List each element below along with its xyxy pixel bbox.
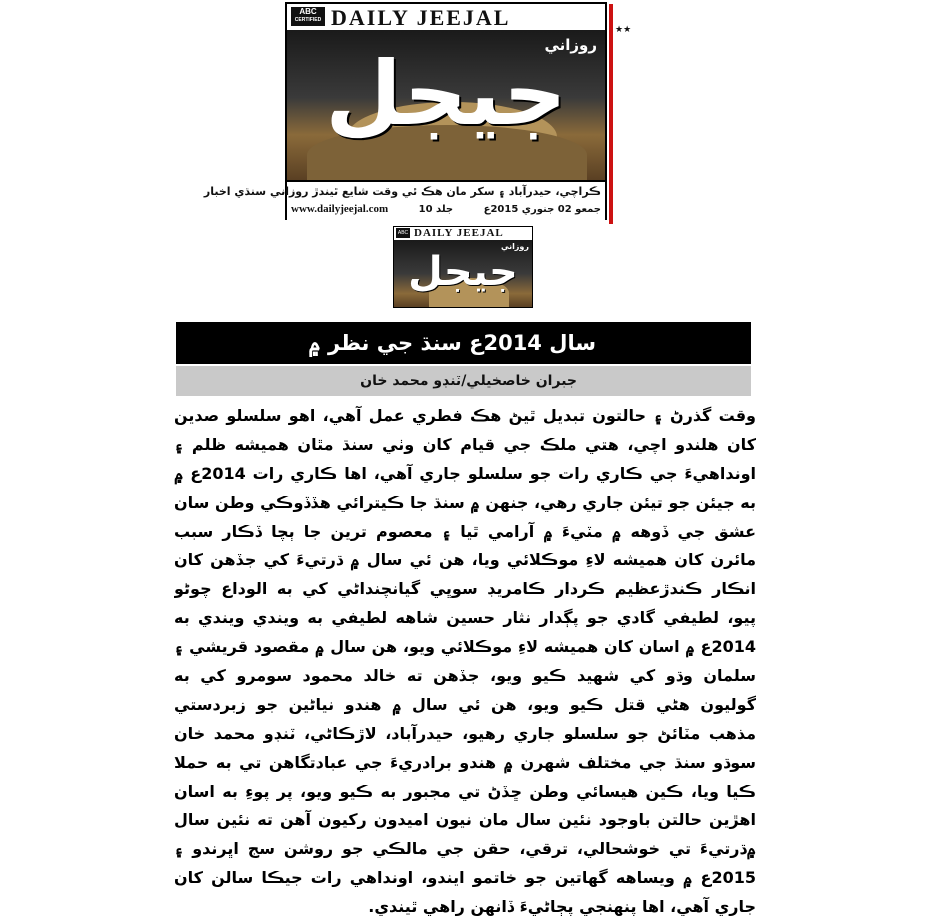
article-line: ڪيا ويا، ڪين هيسائي وطن ڇڏڻ تي مجبور به ڪيو ويو، پر پوءِ به اسان [174, 781, 756, 801]
masthead-brand: جيجل [325, 42, 567, 145]
masthead [203, 2, 607, 220]
small-abc-badge: ABC [397, 230, 409, 236]
masthead-rozano: روزاني [544, 36, 597, 54]
masthead-top-bar [287, 4, 605, 32]
article-line: انڪار ڪندڙعظيم ڪردار ڪامريڊ سوڀي گيانچنداڻي کي به الوداع چوڻو [174, 579, 756, 599]
article-line: 2014ع ۾ اسان کان هميشه لاءِ موڪلائي ويو، هن سال ۾ مقصود قريشي ۽ [174, 637, 756, 657]
article-line: گوليون هڻي قتل ڪيو ويو، هن ئي سال ۾ هندو نياڻين جو زبردستي [174, 694, 756, 714]
article-line: جاري آهي، اها پنهنجي پڄاڻيءَ ڏانهن راهي ٿيندي. [368, 897, 756, 917]
article-line: سوڌو سنڌ جي مختلف شهرن ۾ هندو برادريءَ جي عبادتگاهن تي به حملا [174, 752, 756, 772]
article-line: سلمان وڌو کي شهيد ڪيو ويو، جڏهن ته خالد محمود سومرو کي به [174, 666, 756, 686]
article-body [174, 402, 756, 922]
masthead-red-stripe [609, 4, 613, 224]
article-line: پيو، لطيفي گادي جو پڳدار نثار حسين شاهه لطيفي به ويندي ويندي به [174, 608, 756, 628]
masthead-bottom [203, 180, 605, 220]
article-line: 2015ع ۾ ويساهه گهاتين جو خاتمو ايندو، اونداهي رات جيڪا سالن کان [174, 868, 756, 888]
masthead-volume: جلد 10 [418, 203, 454, 215]
star-marks: ★★ [615, 25, 632, 35]
small-masthead-rozano: روزاني [500, 242, 529, 251]
abc-badge-text: ABC [299, 7, 317, 16]
article-line: عشق جي ڏوهه ۾ مٽيءَ ۾ آرامي ٿيا ۽ معصوم ترين جا ٻچا ڏڪار سبب [174, 521, 756, 541]
article-headline: سال 2014ع سنڌ جي نظر ۾ [176, 322, 751, 364]
abc-badge-sub: CERTIFIED [294, 17, 322, 23]
masthead-tagline: ڪراچي، حيدرآباد ۽ سکر مان هڪ ئي وقت شايع ٿيندڙ روزاني سنڌي اخبار [203, 185, 601, 198]
small-masthead-brand: جيجل [408, 249, 518, 295]
article-line: کان هلندو اچي، هتي ملڪ جي قيام کان وٺي سنڌ مٿان هميشه ظلم ۽ [174, 434, 756, 454]
article-line: ۾ڌرتيءَ تي خوشحالي، ترقي، حقن جي مالڪي جو روشن سج اڀرندو ۽ [174, 839, 756, 859]
article-line: مذهب مٽائڻ جو سلسلو جاري رهيو، حيدرآباد، لاڙڪاڻي، ٽنڊو محمد خان [174, 723, 756, 743]
masthead-website: www.dailyjeejal.com [291, 203, 389, 215]
small-masthead-english-title: DAILY JEEJAL [414, 227, 504, 239]
masthead-english-title: DAILY JEEJAL [331, 5, 511, 30]
masthead-photo [287, 30, 605, 180]
article-line: وقت گذرڻ ۽ حالتون تبديل ٿيڻ هڪ فطري عمل آهي، اهو سلسلو صدين [174, 406, 756, 425]
article-line: به جيئن جو تيئن جاري رهي، جنهن ۾ سنڌ جا ڪيترائي هڏڏوڪي وطن سان [174, 492, 756, 512]
masthead-date: جمعو 02 جنوري 2015ع [483, 203, 601, 215]
article-line: مائرن کان هميشه لاءِ موڪلائي ويا، هن ئي سال ۾ ڌرتيءَ کي جڏهن کان [174, 550, 756, 570]
small-masthead-top-bar [394, 227, 532, 241]
abc-certified-badge [291, 7, 325, 26]
small-masthead [393, 226, 533, 308]
small-masthead-photo [394, 240, 532, 307]
masthead-dateline [291, 202, 601, 216]
article-line: اهڙين حالتن باوجود نئين سال مان نيون اميدون رکيون آهن ته نئين سال [174, 810, 756, 830]
article-byline: جبران خاصخيلي/ٽنڊو محمد خان [176, 366, 751, 396]
article-line: اونداهيءَ جي ڪاري رات جو سلسلو جاري آهي، اها ڪاري رات 2014ع ۾ [174, 463, 756, 483]
